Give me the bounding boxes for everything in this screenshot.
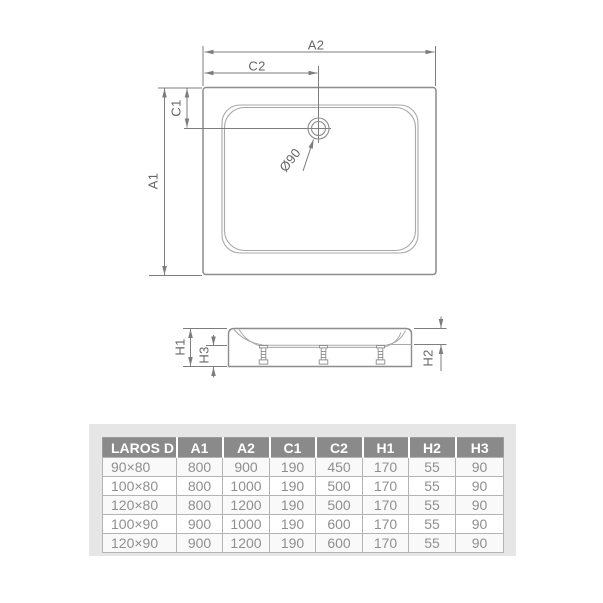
- value-cell: 190: [270, 515, 316, 534]
- value-cell: 190: [270, 458, 316, 477]
- table-row: [103, 458, 504, 477]
- header-a1: A1: [177, 438, 223, 458]
- h1-label: H1: [172, 338, 188, 356]
- a2-label: A2: [307, 37, 325, 53]
- value-cell: 55: [409, 458, 456, 477]
- header-a2: A2: [223, 438, 270, 458]
- value-cell: 800: [177, 477, 223, 496]
- table-row: [103, 477, 504, 496]
- value-cell: 90: [456, 515, 504, 534]
- size-cell: 100×90: [103, 515, 177, 534]
- size-table-panel: [89, 424, 516, 556]
- value-cell: 1200: [223, 496, 270, 515]
- header-h3: H3: [456, 438, 504, 458]
- table-header-row: [103, 438, 504, 458]
- value-cell: 190: [270, 496, 316, 515]
- dimensions-table: [102, 437, 504, 553]
- h2-label: H2: [420, 349, 436, 367]
- value-cell: 170: [363, 515, 409, 534]
- table-row: [103, 534, 504, 553]
- value-cell: 900: [223, 458, 270, 477]
- value-cell: 170: [363, 458, 409, 477]
- value-cell: 90: [456, 534, 504, 553]
- value-cell: 600: [316, 534, 363, 553]
- side-view-drawing: [183, 317, 447, 378]
- table-row: [103, 515, 504, 534]
- value-cell: 1000: [223, 515, 270, 534]
- header-c1: C1: [270, 438, 316, 458]
- header-series: LAROS D: [103, 438, 177, 458]
- value-cell: 170: [363, 534, 409, 553]
- value-cell: 600: [316, 515, 363, 534]
- header-h1: H1: [363, 438, 409, 458]
- value-cell: 170: [363, 496, 409, 515]
- table-row: [103, 496, 504, 515]
- value-cell: 90: [456, 477, 504, 496]
- value-cell: 90: [456, 496, 504, 515]
- value-cell: 450: [316, 458, 363, 477]
- value-cell: 170: [363, 477, 409, 496]
- size-cell: 120×90: [103, 534, 177, 553]
- size-cell: 100×80: [103, 477, 177, 496]
- value-cell: 190: [270, 534, 316, 553]
- a1-label: A1: [145, 172, 161, 190]
- header-c2: C2: [316, 438, 363, 458]
- drain-diameter-label: Ø90: [276, 145, 304, 175]
- value-cell: 500: [316, 496, 363, 515]
- value-cell: 900: [177, 515, 223, 534]
- h3-label: H3: [196, 346, 212, 364]
- size-cell: 90×80: [103, 458, 177, 477]
- header-h2: H2: [409, 438, 456, 458]
- c1-label: C1: [168, 99, 184, 117]
- value-cell: 55: [409, 515, 456, 534]
- value-cell: 1200: [223, 534, 270, 553]
- size-cell: 120×80: [103, 496, 177, 515]
- value-cell: 800: [177, 458, 223, 477]
- value-cell: 90: [456, 458, 504, 477]
- value-cell: 55: [409, 496, 456, 515]
- value-cell: 55: [409, 477, 456, 496]
- c2-label: C2: [248, 58, 266, 74]
- value-cell: 500: [316, 477, 363, 496]
- tray-outer-outline: [203, 88, 436, 275]
- value-cell: 800: [177, 496, 223, 515]
- value-cell: 55: [409, 534, 456, 553]
- value-cell: 1000: [223, 477, 270, 496]
- value-cell: 190: [270, 477, 316, 496]
- value-cell: 900: [177, 534, 223, 553]
